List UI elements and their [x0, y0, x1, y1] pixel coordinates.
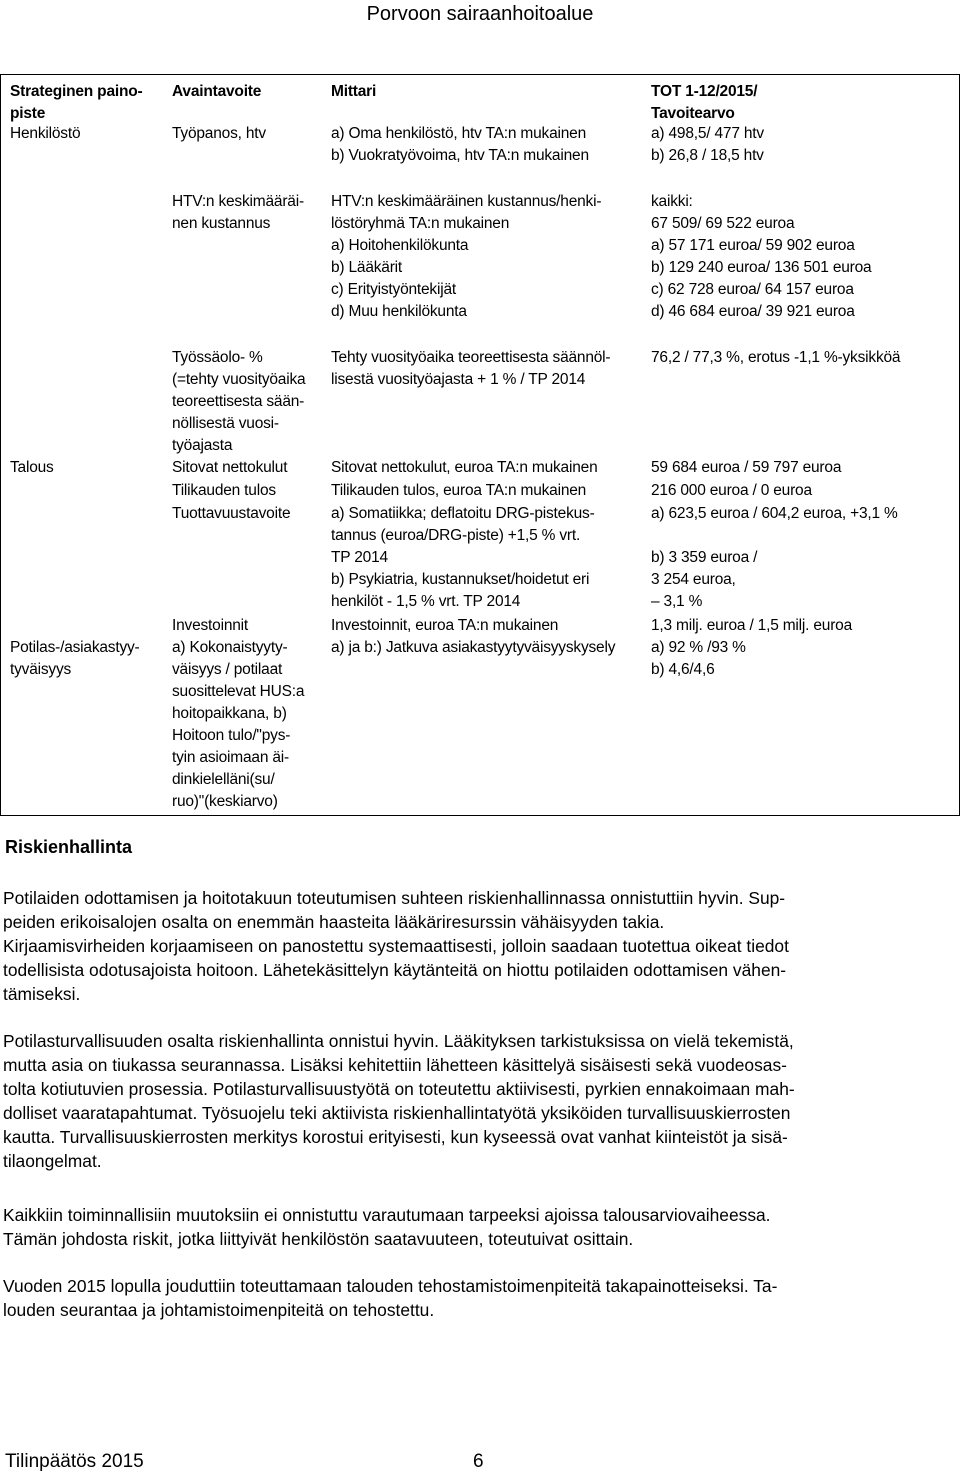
- row-2-metric: Tehty vuosityöaika teoreettisesta säännöl- lisestä vuosityöajasta + 1 % / TP 2014: [331, 349, 611, 388]
- header-result-target: TOT 1-12/2015/ Tavoitearvo: [651, 83, 758, 122]
- row-7-focus: Potilas-/asiakastyy- tyväisyys: [10, 639, 140, 678]
- row-4-metric: Tilikauden tulos, euroa TA:n mukainen: [331, 482, 587, 499]
- risk-paragraph-4: Vuoden 2015 lopulla jouduttiin toteuttamaan talouden tehostamistoimenpiteitä takapainotteiseksi. Ta- louden seurantaa ja johtamistoimenpiteitä on tehostettu.: [3, 1276, 778, 1320]
- row-0-metric: a) Oma henkilöstö, htv TA:n mukainen b) Vuokratyövoima, htv TA:n mukainen: [331, 125, 589, 164]
- risk-section-title: Riskienhallinta: [5, 837, 133, 857]
- row-1-value: kaikki: 67 509/ 69 522 euroa a) 57 171 euroa/ 59 902 euroa b) 129 240 euroa/ 136 501 euroa c) 62 728 euroa/ 64 157 euroa d) 46 684 euroa/ 39 921 euroa: [651, 193, 872, 320]
- row-5-goal: Tuottavuustavoite: [172, 505, 291, 522]
- row-1-metric: HTV:n keskimääräinen kustannus/henki- löstöryhmä TA:n mukainen a) Hoitohenkilökunta b) Lääkärit c) Erityistyöntekijät d) Muu henkilökunta: [331, 193, 602, 320]
- row-4-goal: Tilikauden tulos: [172, 482, 276, 499]
- row-1-goal: HTV:n keskimääräi- nen kustannus: [172, 193, 304, 232]
- footer-label: Tilinpäätös 2015: [5, 1451, 144, 1472]
- header-strategic-focus: Strateginen paino- piste: [10, 83, 143, 122]
- row-7-metric: a) ja b:) Jatkuva asiakastyytyväisyyskysely: [331, 639, 616, 656]
- row-2-goal: Työssäolo- % (=tehty vuosityöaika teoreettisesta sään- nöllisestä vuosi- työajasta: [172, 349, 306, 454]
- risk-paragraph-1: Potilaiden odottamisen ja hoitotakuun toteutumisen suhteen riskienhallinnassa onnistuttiin hyvin. Sup- peiden erikoisalojen osalta on enemmän haasteita lääkäriresurssin vähäisyyden takia. Kirjaamisvirheiden korjaamiseen on panostettu systemaattisesti, jolloin saadaan tuotettua oikeat tiedot todellisista odotusajoista hoitoon. Lähetekäsittelyn käytänteitä on hiottu potilaiden odottamisen vähen- tämiseksi.: [3, 888, 789, 1004]
- header-key-goal: Avaintavoite: [172, 83, 262, 100]
- row-5-value: a) 623,5 euroa / 604,2 euroa, +3,1 % b) 3 359 euroa / 3 254 euroa, – 3,1 %: [651, 505, 898, 610]
- row-3-goal: Sitovat nettokulut: [172, 459, 288, 476]
- indicator-table: [0, 74, 960, 816]
- row-7-goal: a) Kokonaistyyty- väisyys / potilaat suosittelevat HUS:a hoitopaikkana, b) Hoitoon tulo/"pys- tyin asioimaan äi- dinkielelläni(su/ ruo)"(keskiarvo): [172, 639, 305, 810]
- row-6-goal: Investoinnit: [172, 617, 249, 634]
- row-0-goal: Työpanos, htv: [172, 125, 266, 142]
- row-5-metric: a) Somatiikka; deflatoitu DRG-pistekus- tannus (euroa/DRG-piste) +1,5 % vrt. TP 2014 b) Psykiatria, kustannukset/hoidetut eri henkilöt - 1,5 % vrt. TP 2014: [331, 505, 595, 610]
- row-3-focus: Talous: [10, 459, 54, 476]
- row-6-value: 1,3 milj. euroa / 1,5 milj. euroa: [651, 617, 853, 634]
- page-header-title: Porvoon sairaanhoitoalue: [366, 3, 594, 25]
- row-6-metric: Investoinnit, euroa TA:n mukainen: [331, 617, 559, 634]
- row-2-value: 76,2 / 77,3 %, erotus -1,1 %-yksikköä: [651, 349, 901, 366]
- row-3-metric: Sitovat nettokulut, euroa TA:n mukainen: [331, 459, 598, 476]
- header-metric: Mittari: [331, 83, 377, 100]
- row-0-value: a) 498,5/ 477 htv b) 26,8 / 18,5 htv: [651, 125, 764, 164]
- row-7-value: a) 92 % /93 % b) 4,6/4,6: [651, 639, 746, 678]
- row-4-value: 216 000 euroa / 0 euroa: [651, 482, 812, 499]
- risk-paragraph-2: Potilasturvallisuuden osalta riskienhallinta onnistui hyvin. Lääkityksen tarkistuksissa on vielä tekemistä, mutta asia on tiukassa seurannassa. Lisäksi kehitettiin lähetteen käsittelyä sisäisesti sekä vuodeosas- tolta kotiutuvien prosessia. Potilasturvallisuustyötä on toteutettu aktiivisesti, pyrkien ennakoimaan mah- dolliset vaaratapahtumat. Työsuojelu teki aktiivista riskienhallintatyötä yksiköiden turvallisuuskierrosten kautta. Turvallisuuskierrosten merkitys korostui erityisesti, kun kyseessä ovat vanhat kiinteistöt ja sisä- tilaongelmat.: [3, 1031, 795, 1171]
- row-3-value: 59 684 euroa / 59 797 euroa: [651, 459, 842, 476]
- risk-paragraph-3: Kaikkiin toiminnallisiin muutoksiin ei onnistuttu varautumaan tarpeeksi ajoissa talousarviovaiheessa. Tämän johdosta riskit, jotka liittyivät henkilöstön saatavuuteen, toteutuivat osittain.: [3, 1205, 771, 1249]
- footer-page-number: 6: [473, 1451, 484, 1472]
- table-border-left: [0, 75, 1, 815]
- row-0-focus: Henkilöstö: [10, 125, 81, 142]
